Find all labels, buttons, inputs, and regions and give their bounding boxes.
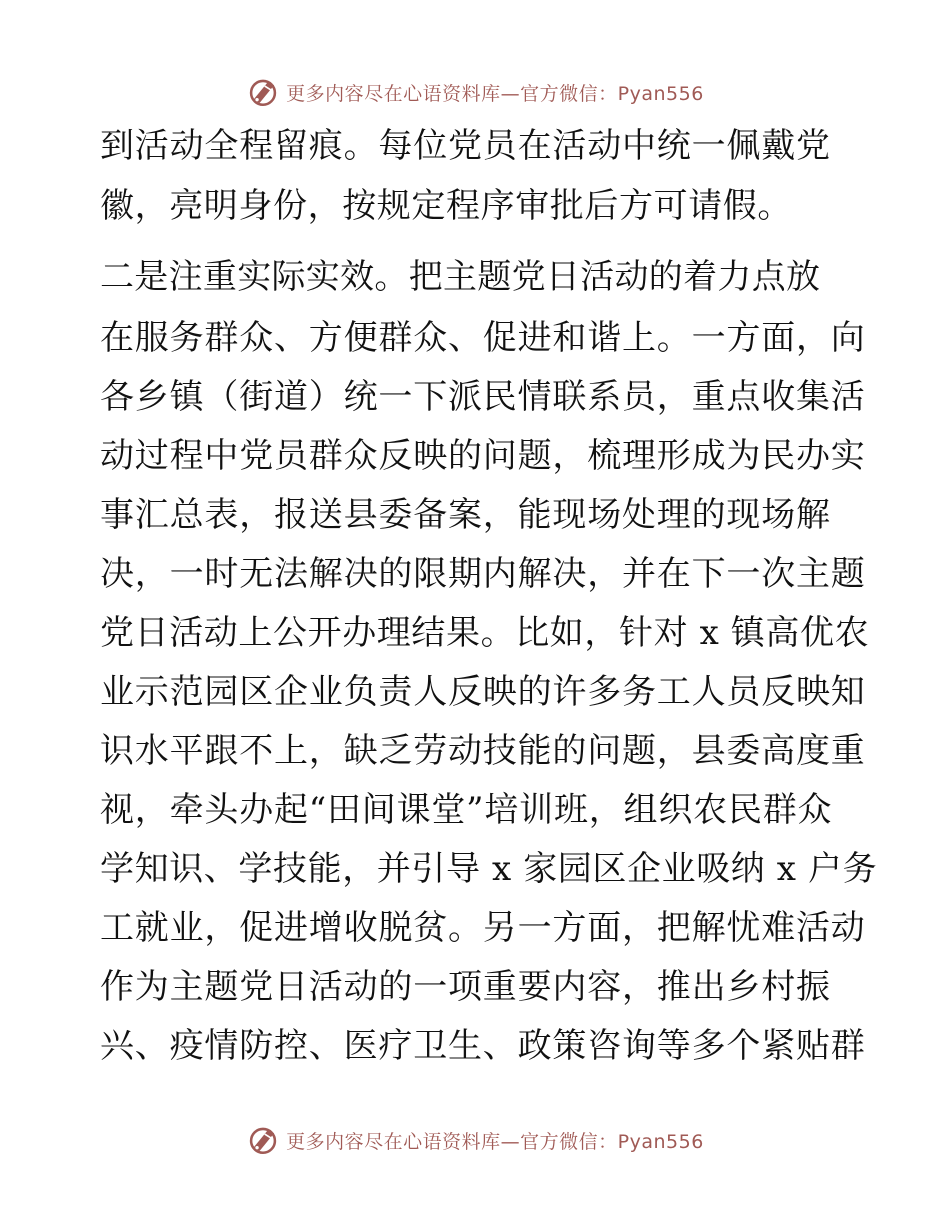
- text-line: 二是注重实际实效。把主题党日活动的着力点放: [100, 257, 821, 297]
- text-line: 视，牵头办起“田间课堂”培训班，组织农民群众: [100, 790, 833, 830]
- text-line: 各乡镇（街道）统一下派民情联系员，重点收集活: [100, 377, 866, 417]
- text-line: 党日活动上公开办理结果。比如，针对 x 镇高优农: [100, 613, 870, 653]
- text-line: 识水平跟不上，缺乏劳动技能的问题，县委高度重: [100, 731, 866, 771]
- text-line: 决，一时无法解决的限期内解决，并在下一次主题: [100, 554, 866, 594]
- watermark-text: 更多内容尽在心语资料库—官方微信：Pyan556: [286, 1130, 704, 1153]
- text-line: 在服务群众、方便群众、促进和谐上。一方面，向: [100, 318, 866, 358]
- text-line: 业示范园区企业负责人反映的许多务工人员反映知: [100, 672, 866, 712]
- pen-nib-logo-icon: [246, 1123, 280, 1157]
- text-line: 作为主题党日活动的一项重要内容，推出乡村振: [100, 967, 831, 1007]
- text-line: 动过程中党员群众反映的问题，梳理形成为民办实: [100, 436, 866, 476]
- watermark-text: 更多内容尽在心语资料库—官方微信：Pyan556: [286, 82, 704, 105]
- text-line: 工就业，促进增收脱贫。另一方面，把解忧难活动: [100, 908, 866, 948]
- footer-watermark: [0, 1120, 950, 1160]
- text-line: 兴、疫情防控、医疗卫生、政策咨询等多个紧贴群: [100, 1026, 866, 1066]
- text-line: 到活动全程留痕。每位党员在活动中统一佩戴党: [100, 126, 831, 166]
- text-line: 徽，亮明身份，按规定程序审批后方可请假。: [100, 186, 792, 226]
- text-line: 事汇总表，报送县委备案，能现场处理的现场解: [100, 495, 831, 535]
- text-line: 学知识、学技能，并引导 x 家园区企业吸纳 x 户务: [100, 849, 878, 889]
